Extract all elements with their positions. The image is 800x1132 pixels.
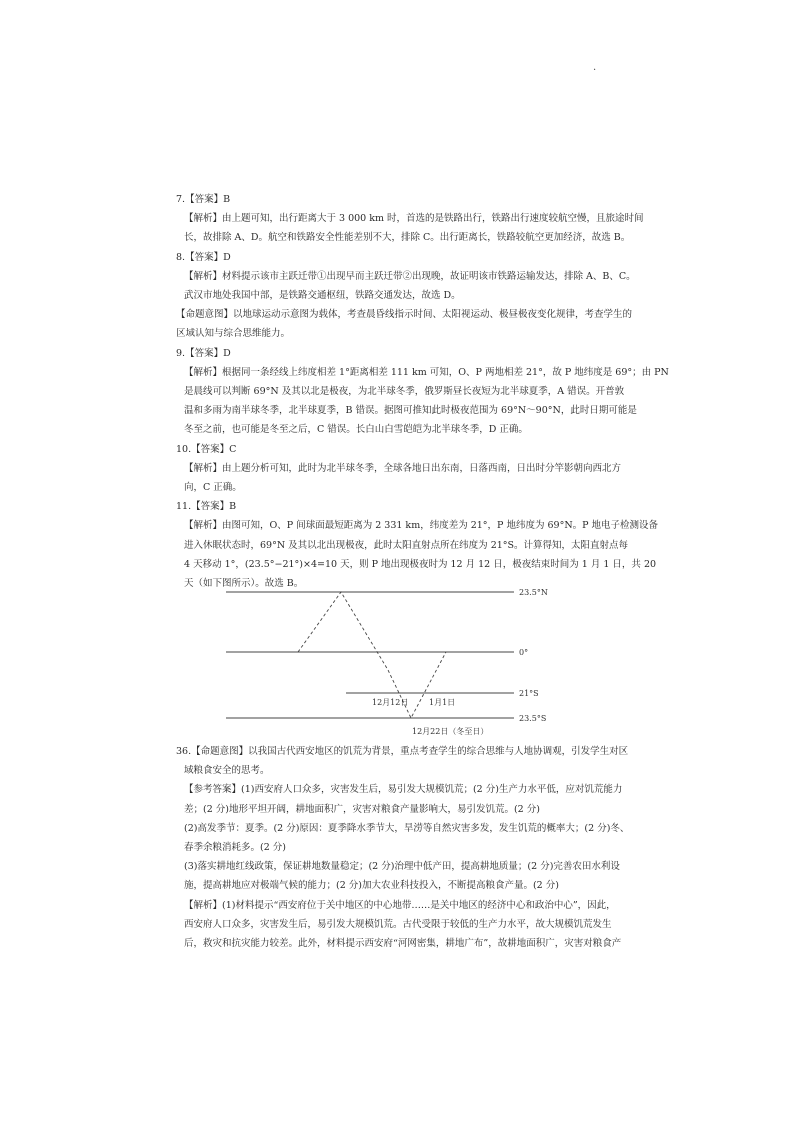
- text-line: 【解析】由上题可知，出行距离大于 3 000 km 时，首选的是铁路出行，铁路出行速度较航空慢，且旅途时间: [184, 213, 644, 225]
- text-line: 【解析】由上题分析可知，此时为北半球冬季，全球各地日出东南，日落西南，日出时分竿影朝向西北方: [184, 462, 622, 474]
- text-line: 【解析】材料提示该市主跃迁带①出现早而主跃迁带②出现晚，故证明该市铁路运输发达，排除 A、B、C。: [184, 270, 636, 282]
- answer-text-bottom: [176, 742, 630, 953]
- text-line: 武汉市地处我国中部，是铁路交通枢纽，铁路交通发达，故选 D。: [184, 290, 461, 302]
- text-line: 进入休眠状态时，69°N 及其以北出现极夜，此时太阳直射点所在纬度为 21°S。计算得知，太阳直射点每: [184, 539, 629, 551]
- text-line: 施，提高耕地应对极端气候的能力；(2 分)加大农业科技投入，不断提高粮食产量。(2 分): [184, 880, 559, 892]
- text-line: 【参考答案】(1)西安府人口众多，灾害发生后，易引发大规模饥荒；(2 分)生产力水平低，应对饥荒能力: [184, 784, 623, 796]
- text-line: 11.【答案】B: [176, 501, 237, 513]
- text-line: 是晨线可以判断 69°N 及其以北是极夜，为北半球冬季，俄罗斯昼长夜短为北半球夏季，A 错误。开普敦: [184, 386, 625, 398]
- text-line: 4 天移动 1°，(23.5°−21°)×4=10 天，则 P 地出现极夜时为 12 月 12 日，极夜结束时间为 1 月 1 日，共 20: [184, 558, 657, 570]
- answer-text-top: [176, 190, 669, 593]
- text-line: 区域认知与综合思维能力。: [176, 328, 291, 340]
- label-equator: 0°: [519, 648, 529, 657]
- text-line: 温和多雨为南半球冬季，北半球夏季，B 错误。据图可推知此时极夜范围为 69°N～90°N，此时日期可能是: [184, 405, 637, 417]
- text-line: 【解析】(1)材料提示“西安府位于关中地区的中心地带……是关中地区的经济中心和政治中心”，因此，: [184, 899, 616, 911]
- text-line: 7.【答案】B: [176, 194, 231, 205]
- page-mark: .: [593, 62, 597, 73]
- label-jan-1: 1月1日: [429, 698, 456, 707]
- text-line: 【解析】由图可知，O、P 间球面最短距离为 2 331 km，纬度差为 21°，P 地纬度为 69°N。P 地电子检测设备: [184, 520, 659, 532]
- text-line: 向，C 正确。: [184, 482, 242, 494]
- label-21-s: 21°S: [519, 689, 539, 698]
- text-line: 8.【答案】D: [176, 251, 231, 263]
- text-line: 9.【答案】D: [176, 347, 231, 359]
- text-line: 36.【命题意图】以我国古代西安地区的饥荒为背景，重点考查学生的综合思维与人地协调观，引发学生对区: [176, 746, 629, 757]
- text-line: 【解析】根据同一条经线上纬度相差 1°距离相差 111 km 可知，O、P 两地相差 21°，故 P 地纬度是 69°；由 PN: [184, 366, 669, 378]
- text-line: 春季余粮消耗多。(2 分): [184, 842, 286, 854]
- text-line: (3)落实耕地红线政策，保证耕地数量稳定；(2 分)治理中低产田，提高耕地质量；(2 分)完善农田水利设: [184, 861, 620, 873]
- text-line: 冬至之前，也可能是冬至之后，C 错误。长白山白雪皑皑为北半球冬季，D 正确。: [184, 424, 528, 436]
- text-line: 【命题意图】以地球运动示意图为载体，考查晨昏线指示时间、太阳视运动、极昼极夜变化规律，考查学生的: [176, 309, 633, 321]
- text-line: (2)高发季节：夏季。(2 分)原因：夏季降水季节大，旱涝等自然灾害多发，发生饥荒的概率大；(2 分)冬、: [184, 822, 630, 834]
- sun-declination-diagram: [216, 582, 556, 738]
- label-dec-12: 12月12日: [372, 698, 409, 707]
- text-line: 天（如下图所示）。故选 B。: [184, 578, 304, 590]
- text-line: 差；(2 分)地形平坦开阔，耕地面积广，灾害对粮食产量影响大，易引发饥荒。(2 分): [184, 803, 540, 815]
- text-line: 域粮食安全的思考。: [184, 765, 270, 777]
- text-line: 10.【答案】C: [176, 443, 237, 455]
- text-line: 西安府人口众多，灾害发生后，易引发大规模饥荒。古代受限于较低的生产力水平，故大规模饥荒发生: [184, 918, 612, 930]
- label-dec-22: 12月22日（冬至日）: [412, 727, 489, 736]
- text-line: 后，救灾和抗灾能力较差。此外，材料提示西安府“河网密集，耕地广布”，故耕地面积广，灾害对粮食产: [184, 938, 622, 950]
- label-23-5-s: 23.5°S: [519, 714, 547, 723]
- label-23-5-n: 23.5°N: [519, 588, 548, 597]
- text-line: 长，故排除 A、D。航空和铁路安全性能差别不大，排除 C。出行距离长，铁路较航空更加经济，故选 B。: [184, 232, 631, 244]
